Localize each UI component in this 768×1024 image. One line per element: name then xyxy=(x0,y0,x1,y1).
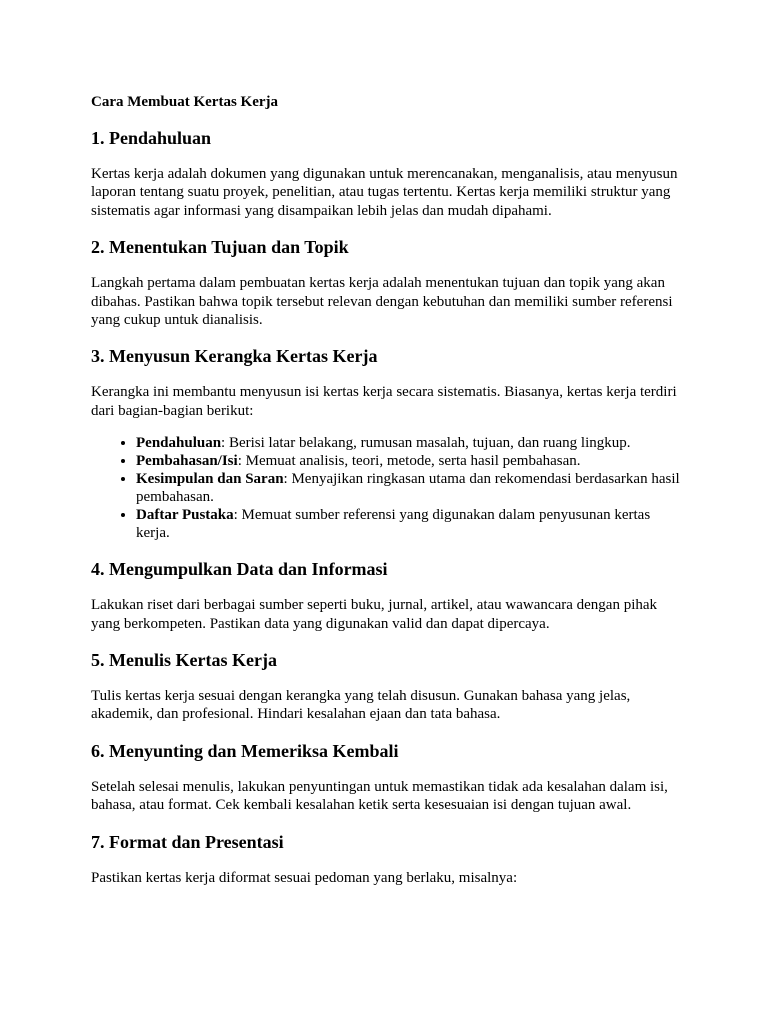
section-paragraph: Pastikan kertas kerja diformat sesuai pedoman yang berlaku, misalnya: xyxy=(91,869,518,886)
list-item-text: : Berisi latar belakang, rumusan masalah, tujuan, dan ruang lingkup. xyxy=(221,435,631,452)
section-paragraph: Kerangka ini membantu menyusun isi kertas kerja secara sistematis. Biasanya, kertas kerja terdiri dari bagian-bagian berikut: xyxy=(91,384,677,419)
section-pengumpulan-data xyxy=(91,558,681,633)
section-heading: 5. Menulis Kertas Kerja xyxy=(91,650,277,671)
section-kerangka xyxy=(91,345,681,542)
section-paragraph: Langkah pertama dalam pembuatan kertas kerja adalah menentukan tujuan dan topik yang akan dibahas. Pastikan bahwa topik tersebut relevan dengan kebutuhan dan memiliki sumber referensi yang cukup untuk dianalisis. xyxy=(91,275,673,329)
document-page xyxy=(91,93,681,903)
list-item-text: : Memuat analisis, teori, metode, serta hasil pembahasan. xyxy=(237,453,581,470)
section-heading: 3. Menyusun Kerangka Kertas Kerja xyxy=(91,346,378,367)
section-format-presentasi xyxy=(91,831,681,887)
list-item xyxy=(136,506,681,542)
list-item-term: Pendahuluan xyxy=(136,435,222,452)
bullet-list xyxy=(91,434,681,542)
section-tujuan-topik xyxy=(91,236,681,329)
section-paragraph: Lakukan riset dari berbagai sumber seperti buku, jurnal, artikel, atau wawancara dengan pihak yang berkompeten. Pastikan data yang digunakan valid dan dapat dipercaya. xyxy=(91,597,658,632)
section-heading: 6. Menyunting dan Memeriksa Kembali xyxy=(91,740,399,761)
section-menulis xyxy=(91,649,681,724)
list-item xyxy=(136,434,681,452)
list-item-text: : Memuat sumber referensi yang digunakan dalam penyusunan kertas kerja. xyxy=(136,507,651,542)
list-item-text: : Menyajikan ringkasan utama dan rekomendasi berdasarkan hasil pembahasan. xyxy=(136,471,680,506)
section-pendahuluan xyxy=(91,127,681,220)
section-heading: 1. Pendahuluan xyxy=(91,128,212,148)
document-title: Cara Membuat Kertas Kerja xyxy=(91,94,279,110)
list-item xyxy=(136,452,681,470)
section-heading: 7. Format dan Presentasi xyxy=(91,831,284,852)
list-item xyxy=(136,470,681,506)
section-menyunting xyxy=(91,740,681,815)
list-item-term: Kesimpulan dan Saran xyxy=(136,471,284,488)
list-item-term: Daftar Pustaka xyxy=(136,507,234,524)
section-paragraph: Kertas kerja adalah dokumen yang digunakan untuk merencanakan, menganalisis, atau menyusun laporan tentang suatu proyek, penelitian, atau tugas tertentu. Kertas kerja memiliki struktur yang sistematis agar informasi yang disampaikan lebih jelas dan mudah dipahami. xyxy=(91,166,678,219)
section-paragraph: Setelah selesai menulis, lakukan penyuntingan untuk memastikan tidak ada kesalahan dalam isi, bahasa, atau format. Cek kembali kesalahan ketik serta kesesuaian isi dengan tujuan awal. xyxy=(91,778,668,814)
section-heading: 4. Mengumpulkan Data dan Informasi xyxy=(91,559,388,580)
section-paragraph: Tulis kertas kerja sesuai dengan kerangka yang telah disusun. Gunakan bahasa yang jelas, akademik, dan profesional. Hindari kesalahan ejaan dan tata bahasa. xyxy=(91,688,631,723)
section-heading: 2. Menentukan Tujuan dan Topik xyxy=(91,237,349,258)
list-item-term: Pembahasan/Isi xyxy=(136,453,238,470)
